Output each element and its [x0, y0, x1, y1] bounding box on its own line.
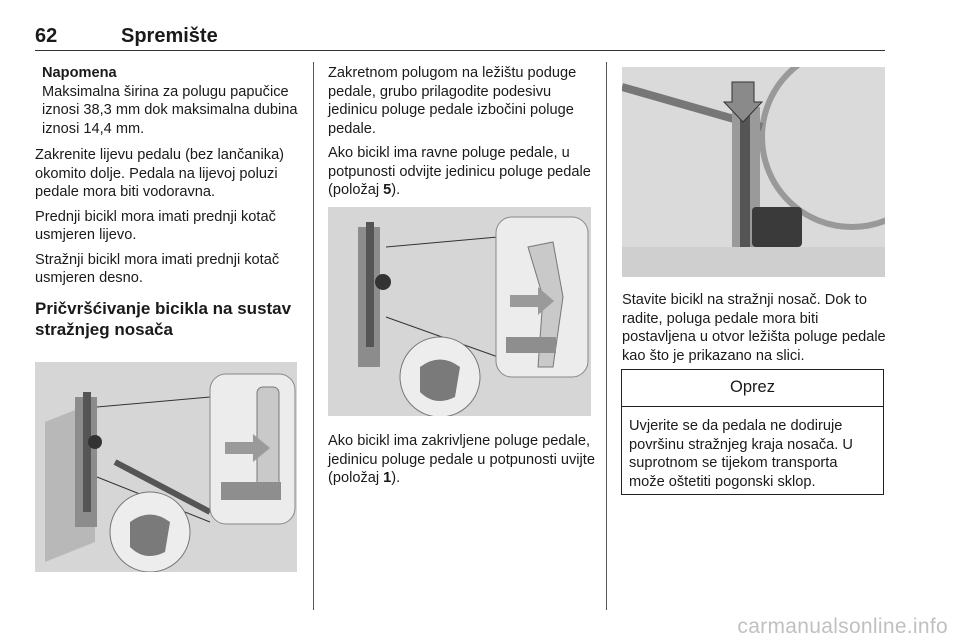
- page-number: 62: [35, 25, 58, 47]
- column-divider: [606, 62, 607, 610]
- paragraph: [328, 432, 596, 488]
- paragraph: Zakretnom polugom na ležištu poduge pedale, grubo prilagodite podesivu jedinicu poluge pedale izbočini poluge pedale.: [328, 65, 577, 137]
- note-text: Maksimalna širina za polugu papučice iznosi 38,3 mm dok maksimalna dubina iznosi 14,4 mm.: [42, 83, 298, 137]
- paragraph-text: ).: [391, 182, 401, 198]
- pedal-unit-illustration: [328, 207, 591, 416]
- column-2: [328, 64, 596, 206]
- subsection-heading: Pričvršćivanje bicikla na sustav stražnjeg nosača: [35, 298, 292, 339]
- bike-on-carrier-illustration: [622, 67, 885, 277]
- watermark: carmanualsonline.info: [737, 615, 948, 638]
- position-number: 1: [383, 470, 392, 486]
- column-3: [622, 291, 887, 371]
- caution-text: Uvjerite se da pedala ne dodiruje površinu stražnjeg kraja nosača. U suprotnom se tijekom transporta može oštetiti pogonski sklop.: [629, 418, 853, 490]
- column-2-lower: [328, 432, 596, 494]
- pedal-holder-illustration: [35, 362, 297, 572]
- column-divider: [313, 62, 314, 610]
- paragraph-text: Ako bicikl ima zakrivljene poluge pedale, jedinicu poluge pedale u potpunosti uvijte (položaj: [328, 433, 595, 486]
- paragraph: Zakrenite lijevu pedalu (bez lančanika) okomito dolje. Pedala na lijevoj poluzi pedale mora biti vodoravna.: [35, 147, 285, 200]
- paragraph-text: Ako bicikl ima ravne poluge pedale, u potpunosti odvijte jedinicu poluge pedale (položaj: [328, 145, 591, 198]
- paragraph: [328, 144, 596, 200]
- header-divider: [35, 50, 885, 51]
- section-title: Spremište: [121, 25, 218, 47]
- paragraph: Stražnji bicikl mora imati prednji kotač usmjeren desno.: [35, 251, 280, 286]
- page-header: [35, 22, 885, 50]
- paragraph: Prednji bicikl mora imati prednji kotač usmjeren lijevo.: [35, 208, 276, 243]
- column-1: [35, 64, 303, 350]
- note: [35, 64, 303, 138]
- note-title: Napomena: [42, 65, 117, 81]
- caution-title: Oprez: [622, 370, 883, 407]
- caution-box: [621, 369, 884, 495]
- paragraph-text: ).: [391, 470, 401, 486]
- position-number: 5: [383, 182, 392, 198]
- paragraph: Stavite bicikl na stražnji nosač. Dok to radite, poluga pedale mora biti postavljena u otvor ležišta poluge pedale kao što je prikazano na slici.: [622, 292, 886, 364]
